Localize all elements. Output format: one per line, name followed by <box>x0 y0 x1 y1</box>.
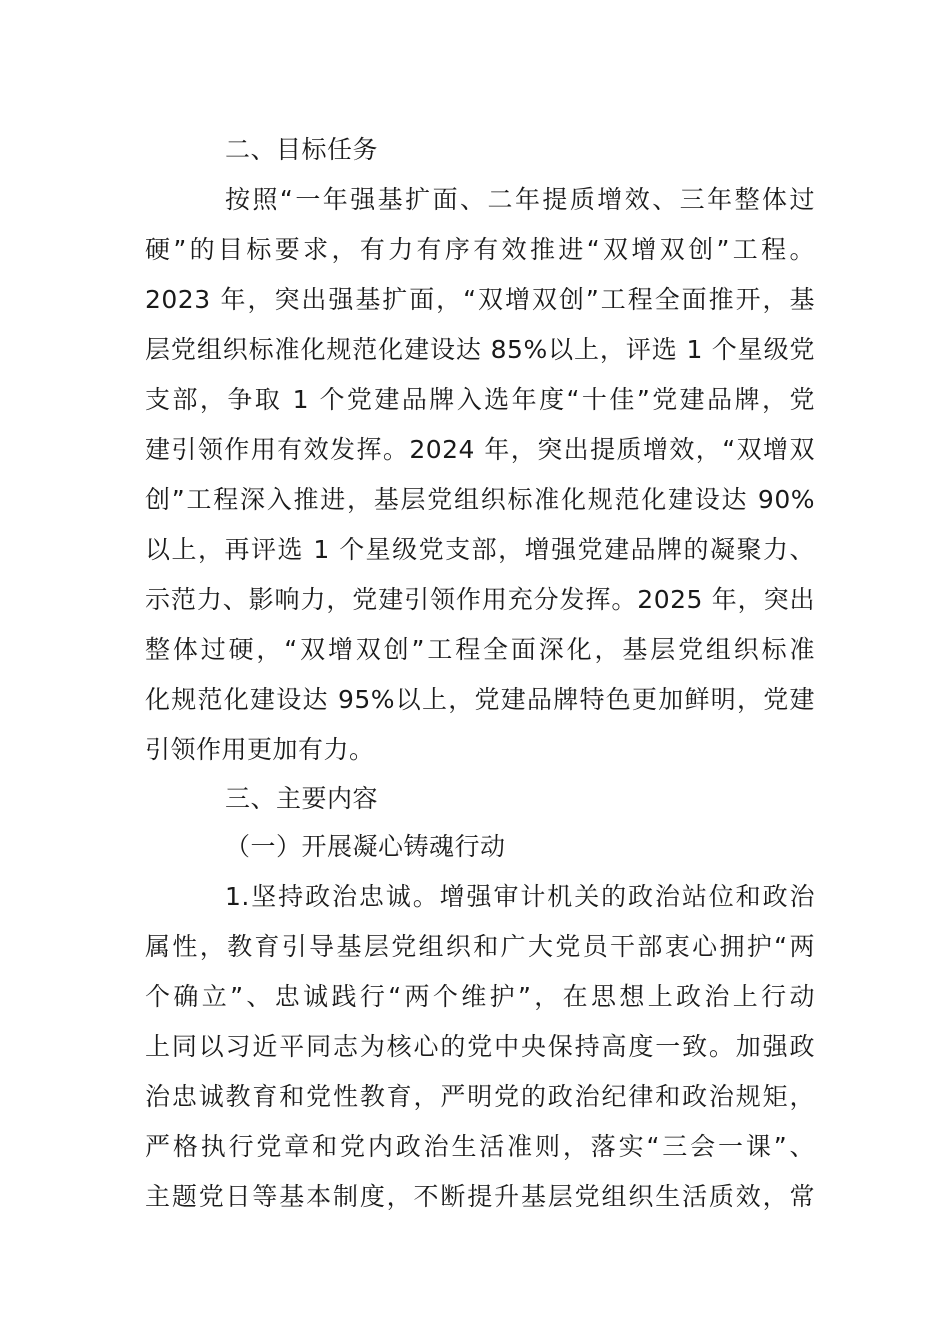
paragraph-line: 上同以习近平同志为核心的党中央保持高度一致。加强政 <box>145 1032 815 1061</box>
paragraph-line: 整体过硬，“双增双创”工程全面深化，基层党组织标准 <box>145 635 815 664</box>
paragraph-line: 2023 年，突出强基扩面，“双增双创”工程全面推开，基 <box>145 285 815 314</box>
paragraph-line: 支部，争取 1 个党建品牌入选年度“十佳”党建品牌，党 <box>145 385 815 414</box>
paragraph-line: 主题党日等基本制度，不断提升基层党组织生活质效，常 <box>145 1182 815 1211</box>
paragraph-line: 示范力、影响力，党建引领作用充分发挥。2025 年，突出 <box>145 585 815 614</box>
paragraph-line: 建引领作用有效发挥。2024 年，突出提质增效，“双增双 <box>145 435 815 464</box>
paragraph-line: 硬”的目标要求，有力有序有效推进“双增双创”工程。 <box>145 235 815 264</box>
paragraph-line: 创”工程深入推进，基层党组织标准化规范化建设达 90% <box>145 485 815 514</box>
paragraph-line: 按照“一年强基扩面、二年提质增效、三年整体过 <box>225 185 815 214</box>
paragraph-line: 化规范化建设达 95%以上，党建品牌特色更加鲜明，党建 <box>145 685 815 714</box>
paragraph-line: 严格执行党章和党内政治生活准则，落实“三会一课”、 <box>145 1132 815 1161</box>
section-heading-content: 三、主要内容 <box>225 784 379 813</box>
section-heading-goals: 二、目标任务 <box>225 135 379 164</box>
paragraph-line: 治忠诚教育和党性教育，严明党的政治纪律和政治规矩， <box>145 1082 815 1111</box>
paragraph-line: 层党组织标准化规范化建设达 85%以上，评选 1 个星级党 <box>145 335 815 364</box>
paragraph-line: 以上，再评选 1 个星级党支部，增强党建品牌的凝聚力、 <box>145 535 815 564</box>
paragraph-line: 属性，教育引导基层党组织和广大党员干部衷心拥护“两 <box>145 932 815 961</box>
paragraph-line: 引领作用更加有力。 <box>145 735 375 764</box>
subsection-heading: （一）开展凝心铸魂行动 <box>225 832 506 861</box>
paragraph-line: 1.坚持政治忠诚。增强审计机关的政治站位和政治 <box>225 882 815 911</box>
paragraph-line: 个确立”、忠诚践行“两个维护”，在思想上政治上行动 <box>145 982 815 1011</box>
